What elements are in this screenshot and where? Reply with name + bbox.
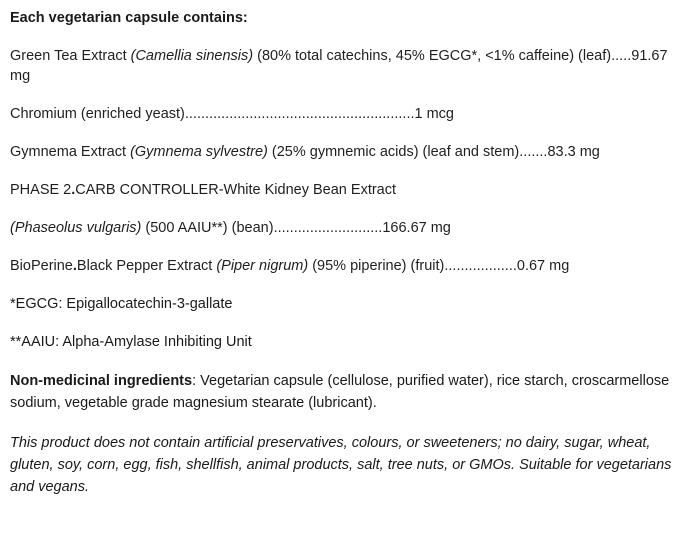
product-disclaimer: This product does not contain artificial preservatives, colours, or sweeteners; no dairy, sugar, wheat, gluten, soy, corn, egg, fish, shellfish, animal products, salt, tree nuts, or GMOs. Suitable for vegetarians and vegans.: [10, 435, 672, 495]
registered-mark-icon: .: [72, 258, 77, 274]
ingredient-amount: 1 mcg: [414, 106, 455, 122]
ingredient-name: Chromium (enriched yeast): [10, 106, 185, 122]
ingredient-latin-name: (Camellia sinensis): [130, 48, 254, 64]
ingredient-amount: 83.3 mg: [547, 144, 600, 160]
ingredient-detail: (80% total catechins, 45% EGCG*, <1% caffeine) (leaf): [253, 48, 612, 64]
registered-mark-icon: .: [71, 182, 76, 198]
ingredient-amount: 166.67 mg: [382, 220, 451, 236]
non-medicinal-text: : Vegetarian capsule (cellulose, purified water), rice starch, croscarmellose sodium, vegetable grade magnesium stearate (lubricant).: [10, 373, 670, 411]
ingredient-detail: (500 AAIU**) (bean): [141, 220, 274, 236]
non-medicinal-label: Non-medicinal ingredients: [10, 373, 193, 389]
leader-dots: .........................................................: [184, 106, 415, 122]
bioperine-brand: BioPerine: [10, 258, 73, 274]
leader-dots: .....: [611, 48, 632, 64]
footnote-egcg: *EGCG: Epigallocatechin-3-gallate: [10, 296, 233, 312]
ingredient-row-gymnema: [10, 142, 687, 162]
ingredient-detail: (25% gymnemic acids) (leaf and stem): [267, 144, 520, 160]
ingredient-name: Green Tea Extract: [10, 48, 131, 64]
leader-dots: ...........................: [273, 220, 383, 236]
non-medicinal-ingredients: [10, 370, 687, 414]
phase2-brand: PHASE 2: [10, 182, 72, 198]
page-title: Each vegetarian capsule contains:: [10, 10, 248, 26]
leader-dots: ..................: [444, 258, 517, 274]
phase2-description: White Kidney Bean Extract: [223, 182, 397, 198]
ingredient-name: Gymnema Extract: [10, 144, 131, 160]
ingredient-row-phase2-amount: [10, 218, 687, 238]
ingredient-name: Black Pepper Extract: [76, 258, 217, 274]
ingredient-row-phase2-title: [10, 180, 687, 200]
ingredient-row-chromium: [10, 104, 687, 124]
phase2-dash: -: [218, 182, 224, 198]
ingredient-latin-name: (Piper nigrum): [216, 258, 309, 274]
ingredient-row-green-tea: [10, 46, 687, 86]
ingredient-latin-name: (Gymnema sylvestre): [130, 144, 268, 160]
ingredient-row-bioperine: [10, 256, 687, 276]
leader-dots: .......: [519, 144, 548, 160]
ingredient-detail: (95% piperine) (fruit): [308, 258, 445, 274]
ingredient-amount: 0.67 mg: [516, 258, 570, 274]
ingredient-latin-name: (Phaseolus vulgaris): [10, 220, 142, 236]
phase2-product: CARB CONTROLLER: [75, 182, 219, 198]
ingredient-amount: 91.67 mg: [10, 48, 668, 84]
footnote-aaiu: **AAIU: Alpha-Amylase Inhibiting Unit: [10, 334, 252, 350]
